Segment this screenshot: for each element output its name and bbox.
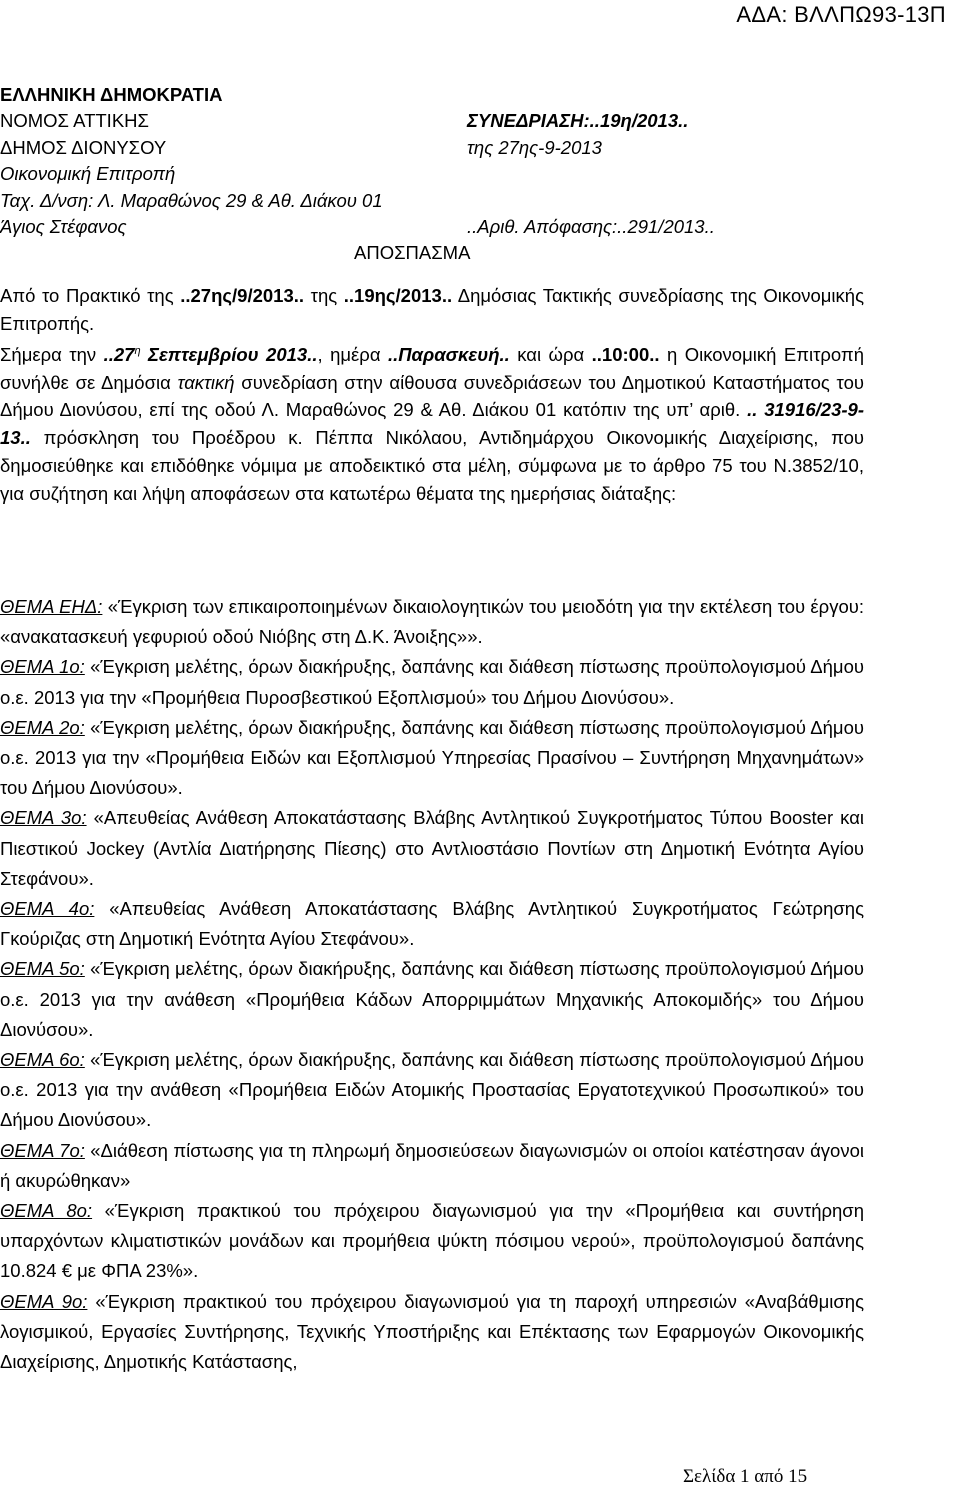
agenda-item-text: «Έγκριση μελέτης, όρων διακήρυξης, δαπάνης και διάθεση πίστωσης προϋπολογισμού Δήμου ο.ε. 2013 για την ανάθεση «Προμήθεια Ειδών Ατομικής Προστασίας Εργατοτεχνικού Προσωπικού» του Δήμου Διονύσου». [0,1049,864,1131]
agenda-item [0,1136,864,1196]
agenda-item-label: ΘΕΜΑ 7ο: [0,1139,85,1161]
header-town: Άγιος Στέφανος [0,215,127,237]
session-number: ΣΥΝΕΔΡΙΑΣΗ:..19η/2013.. [467,110,689,132]
header-municipality: ΔΗΜΟΣ ΔΙΟΝΥΣΟΥ [0,136,167,158]
agenda-item-text: «Διάθεση πίστωσης για τη πληρωμή δημοσιεύσεων διαγωνισμών οι οποίοι κατέστησαν άγονοι ή ακυρώθηκαν» [0,1139,864,1191]
agenda-item-label: ΘΕΜΑ 9ο: [0,1290,88,1312]
agenda-item [0,1045,864,1136]
header-committee: Οικονομική Επιτροπή [0,163,176,185]
agenda-item-label: ΘΕΜΑ 5ο: [0,958,85,980]
agenda-item-text: «Απευθείας Ανάθεση Αποκατάστασης Βλάβης Αντλητικού Συγκροτήματος Γεώτρησης Γκούριζας στη Δημοτική Ενότητα Αγίου Στεφάνου». [0,898,864,950]
agenda-item-label: ΘΕΜΑ 2ο: [0,716,85,738]
agenda-item-label: ΘΕΜΑ 1ο: [0,656,85,678]
agenda-item-text: «Έγκριση μελέτης, όρων διακήρυξης, δαπάνης και διάθεση πίστωσης προϋπολογισμού Δήμου ο.ε. 2013 για την «Προμήθεια Πυροσβεστικού Εξοπλισμού» του Δήμου Διονύσου». [0,656,864,708]
agenda-item [0,1196,864,1287]
agenda-item-label: ΘΕΜΑ 3ο: [0,807,87,829]
page-number: Σελίδα 1 από 15 [683,1466,808,1487]
header-republic: ΕΛΛΗΝΙΚΗ ΔΗΜΟΚΡΑΤΙΑ [0,84,223,105]
agenda-item-text: «Έγκριση πρακτικού του πρόχειρου διαγωνισμού για τη παροχή υπηρεσιών «Αναβάθμισης λογισμικού, Εργασίες Συντήρησης, Τεχνικής Υποστήριξης και Επέκτασης των Εφαρμογών Οικονομικής Διαχείρισης, Δημοτικής Κατάστασης, [0,1290,864,1373]
intro-paragraph-2: Σήμερα την $..27^\eta$ Σεπτεμβρίου 2013.., ημέρα ..Παρασκευή.. και ώρα ..10:00.. η Οικονομική Επιτροπή συνήλθε σε Δημόσια τακτική συνεδρίαση στην αίθουσα συνεδριάσεων του Δημοτικού Καταστήματος του Δήμου Διονύσου, επί της οδού Λ. Μαραθώνος 29 & Αθ. Διάκου 01 κατόπιν της υπ’ αριθ. .. 31916/23-9-13.. πρόσκληση του Προέδρου κ. Πέππα Νικόλαου, Αντιδημάρχου Οικονομικής Διαχείρισης, που δημοσιεύθηκε και επιδόθηκε νόμιμα με αποδεικτικό στα μέλη, σύμφωνα με το άρθρο 75 του Ν.3852/10, για συζήτηση και λήψη αποφάσεων στα κατωτέρω θέματα της ημερήσιας διάταξης: [0,343,864,504]
session-date: της 27ης-9-2013 [467,136,602,158]
agenda-item [0,592,864,652]
agenda-item-text: «Έγκριση μελέτης, όρων διακήρυξης, δαπάνης και διάθεση πίστωσης προϋπολογισμού Δήμου ο.ε. 2013 για την ανάθεση «Προμήθεια Κάδων Απορριμμάτων Μηχανικής Αποκομιδής» του Δήμου Διονύσου». [0,958,864,1040]
agenda-item-label: ΘΕΜΑ 4ο: [0,898,95,920]
agenda-item [0,954,864,1045]
agenda-item [0,1287,864,1378]
document-header [0,82,960,267]
agenda-item-label: ΘΕΜΑ 6ο: [0,1049,85,1071]
agenda-item-text: «Έγκριση μελέτης, όρων διακήρυξης, δαπάνης και διάθεση πίστωσης προϋπολογισμού Δήμου ο.ε. 2013 για την «Προμήθεια Ειδών και Εξοπλισμού Υπηρεσίας Πρασίνου – Συντήρηση Μηχανημάτων» του Δήμου Διονύσου». [0,716,864,799]
intro-body [0,282,864,508]
agenda-item-text: «Απευθείας Ανάθεση Αποκατάστασης Βλάβης Αντλητικού Συγκροτήματος Τύπου Booster και Πιεστικού Jockey (Αντλία Διατήρησης Πίεσης) στο Αντλιοστάσιο Ποντίων στη Δημοτική Ενότητα Αγίου Στεφάνου». [0,807,865,889]
agenda-item-label: ΘΕΜΑ 8ο: [0,1200,93,1222]
extract-title: ΑΠΟΣΠΑΣΜΑ [354,242,471,264]
decision-number: ..Αριθ. Απόφασης:..291/2013.. [467,215,715,237]
agenda-item [0,652,864,712]
agenda-themes [0,592,864,1377]
agenda-item [0,713,864,804]
agenda-item-text: «Έγκριση των επικαιροποιημένων δικαιολογητικών του μειοδότη για την εκτέλεση του έργου: «ανακατασκευή γεφυριού οδού Νιόβης στη Δ.Κ. Άνοιξης»». [0,596,865,648]
header-prefecture: ΝΟΜΟΣ ΑΤΤΙΚΗΣ [0,110,149,132]
intro-paragraph-1: Από το Πρακτικό της ..27ης/9/2013.. της ..19ης/2013.. Δημόσιας Τακτικής συνεδρίασης της Οικονομικής Επιτροπής. [0,285,864,334]
agenda-item [0,894,864,954]
header-address: Ταχ. Δ/νση: Λ. Μαραθώνος 29 & Αθ. Διάκου 01 [0,189,383,211]
agenda-item-label: ΘΕΜΑ ΕΗΔ: [0,596,103,617]
agenda-item [0,803,864,894]
agenda-item-text: «Έγκριση πρακτικού του πρόχειρου διαγωνισμού για την «Προμήθεια και συντήρηση υπαρχόντων κλιματιστικών μονάδων και προμήθεια ψύκτη πόσιμου νερού», προϋπολογισμού δαπάνης 10.824 € με ΦΠΑ 23%». [0,1200,864,1282]
ada-code: ΑΔΑ: ΒΛΛΠΩ93-13Π [736,2,946,27]
